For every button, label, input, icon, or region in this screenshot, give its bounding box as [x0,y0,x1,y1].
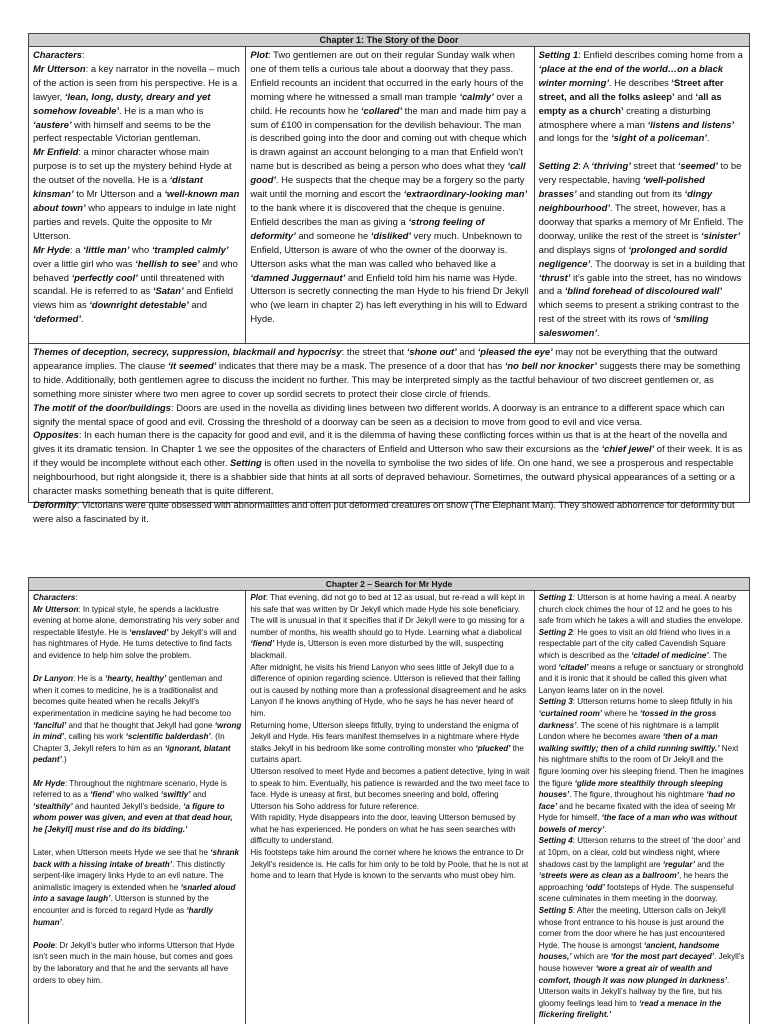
quote: ‘fanciful’ [33,720,67,730]
text: . The doorway is set in a building that [590,257,745,269]
text: who walked [113,790,161,800]
text: and displays signs of [538,243,629,255]
quote: ‘place at the end of the world…on a black winter morning’ [538,62,724,88]
quote: ‘thriving’ [591,160,631,172]
text: . The street, however, has a doorway that sparks a memory of Mr Enfield. The doorway, unlike the rest of the street is [538,201,744,241]
chapter-2-setting-cell [534,591,749,1024]
text: . The word [538,650,727,672]
chapter-1-plot-cell [245,47,533,343]
quote: ‘well-known man about town’ [33,188,240,213]
text: and who behaved [33,257,238,283]
quote: ‘fiend’ [250,639,275,649]
text: . He suspects that the cheque may be a forgery so the party wait until the morning and escort the [250,174,525,200]
quote: ‘seemed’ [677,160,718,172]
text: and [188,299,208,311]
text: With rapidity, Hyde disappears into the door, leaving Utterson bemused by what he has experienced. He ponders on what he has seen searches with difficulty to understand. [250,813,516,846]
text: and he became fixated with the idea of seeing Mr Hyde for himself, [538,801,736,823]
quote: ‘strong feeling of deformity’ [250,215,485,241]
text: . [706,132,710,144]
section-label: Setting [230,457,262,469]
text: . (In Chapter 3, Jekyll refers to him as an [33,732,225,753]
text: . [61,917,65,927]
text: the curtains apart. [250,743,524,765]
quote: ‘thrust’ [538,271,571,283]
text: : Utterson returns home to sleep fitfully in his [572,697,733,707]
section-label: Characters [33,593,76,602]
quote: ‘the face of a man who was without bowels of mercy’ [538,813,737,834]
text: of their week. It is as if they would be incomplete without each other. [33,443,743,469]
chapter-2-plot-cell [245,591,533,1024]
quote: ‘trampled calmly’ [151,243,229,255]
text: : Dr Jekyll’s butler who informs Utterson that Hyde isn’t seen much in the main house, but comes and goes by the laboratory and that he and the servants all have orders to obey him. [33,940,235,985]
text: to Mr Utterson and a [73,188,165,200]
section-label: Plot [250,593,266,602]
text: and longs for the [538,132,612,144]
quote: ‘collared’ [360,104,403,116]
quote: ‘tossed in the gross darkness’ [538,708,717,730]
quote: ‘listens and listens’ [647,118,735,130]
text: gentleman and when it comes to medicine, he is a traditionalist and becomes quite heated when he recalls Jekyll’s experimentation in medicine saying he had become too [33,674,231,718]
quote: ‘chief jewel’ [601,443,655,455]
text: : Utterson returns to the street of ‘the door’ and at 10pm, on a clear, cold but windless night, where shadows cast by the lamplight are [538,836,741,869]
quote: ‘lean, long, dusty, dreary and yet somehow loveable’ [33,90,211,116]
text: indicates that there may be a mask. The presence of a door that has [216,359,505,371]
text: and someone he [295,229,371,241]
text: Returning home, Utterson sleeps fitfully, trying to understand the enigma of Jekyll and Hyde. His fears manifest themselves in a nightmare where Hyde stalks Jekyll in his bedroom like some controlling monster who [250,720,519,753]
quote: ‘perfectly cool’ [71,271,138,283]
text: very much. Unbeknown to Enfield, Utterson is aware of who the owner of the doorway is. Utterson asks what the man was called who behaved like a [250,229,522,269]
text: : In each human there is the capacity for good and evil, and it is the dilemma of having these conflicting forces within us that is at the heart of the novella and gives it its dramatic tension. In Chapter 1 we see the opposites of the characters of Enfield and Utterson who saw their excursions as the [33,429,728,455]
paragraph-gap [33,766,241,778]
text: and [674,90,696,102]
text: : a key narrator in the novella – much of the action is seen from his perspective. He is a lawyer, [33,62,240,102]
quote: ‘shrank back with a hissing intake of breath’ [33,848,240,869]
quote: ‘dingy neighbourhood’ [538,188,713,213]
text: . [80,313,84,325]
section-label: Opposites [33,429,79,441]
text: which are [571,952,611,962]
text: footsteps of Hyde. The suspenseful scene culminates in them meeting in the doorway. [538,882,734,904]
section-label: Setting 1 [538,593,573,602]
text: and haunted Jekyll’s bedside, [72,801,184,811]
quote: ‘smiling saleswomen’ [538,313,709,339]
text: and that he thought that Jekyll had gone [66,720,215,730]
text: Hyde is, Utterson is even more disturbed by the will, suspecting blackmail. [250,639,504,660]
section-label: Setting 2 [538,160,579,172]
quote: ‘hearty, healthy’ [104,674,167,684]
quote: ‘calmly’ [459,90,494,102]
text: is often used in the novella to symbolise the two sides of life. On one hand, we see a prosperous and respectable neighbourhood, but right alongside it, there is a shabbier side that hints at all sorts of depraved behaviour. Sometimes, the outward physical appearances of a setting or a character masks something beneath that is quite different. [33,457,735,497]
text: , he hears the approaching [538,871,729,892]
chapter-1-themes-cell [29,344,749,524]
text: .) [61,755,67,765]
section-label: Themes of deception, secrecy, suppression, blackmail and hypocrisy [33,346,342,357]
quote: ‘swiftly’ [160,790,191,800]
quote: ‘a figure to whom power was given, and even at that dead hour, he [Jekyll] must rise and do its bidding.’ [33,801,233,834]
text: creating a disturbing atmosphere where a man [538,104,711,130]
quote: ‘prolonged and sordid negligence’ [538,243,728,269]
text: over a child. He recounts how he [250,90,523,116]
quote: ‘odd’ [585,882,605,892]
text: and standing out from its [576,188,685,200]
quote: ‘damned Juggernaut’ [250,271,346,283]
text: : [75,593,78,602]
quote: ‘little man’ [83,243,130,255]
quote: ‘call good’ [250,160,526,186]
quote: ‘ancient, handsome houses,’ [538,940,720,962]
section-label: Poole [33,940,56,950]
text: suggests there may be something to hide. Additionally, both gentlemen agree to discuss the incident no further. This may be interpreted simply as the tactful behaviour of two discreet gentlemen or, as something more sinister where two men agree to cover up sordid secrets to protect their close circle of friends. [33,359,741,399]
quote: ‘read a menace in the flickering firelight.’ [538,998,722,1020]
section-label: Setting 3 [538,697,573,707]
text: it’s gable into the street, has no windows and a [538,271,742,297]
quote: ‘ignorant, blatant pedant’ [33,743,231,765]
text: by Jekyll’s will and has nightmares of Hyde. He turns detective to find facts and evidence to help him solve the problem. [33,627,237,660]
text: : Victorians were quite obsessed with abnormalities and often put deformed creatures on show (The Elephant Man). They showed abhorrence for deformity but were also a fascinated by it. [33,498,735,524]
text: . Utterson waits in Jekyll’s hallway by the fire, but his gloomy feelings lead him to [538,975,730,1008]
quote: ‘glide more stealthily through sleeping houses’ [538,778,724,800]
quote: ‘blind forehead of discoloured wall’ [564,285,722,297]
text: may not be everything that the outward appearance implies. The clause [33,346,718,371]
quote: ‘downright detestable’ [89,299,189,311]
text: : [82,49,85,60]
quote: ‘curtained room’ [538,708,603,718]
quote: ‘fiend’ [90,790,114,800]
text: : Two gentlemen are out on their regular Sunday walk when one of them tells a curious tale about a doorway that they pass. Enfield recounts an incident that occurred in the early hours of the morning where he witnessed a small man trample [250,49,524,102]
text: : Utterson is at home having a meal. A nearby church clock chimes the hour of 12 and he goes to his safe from which he takes a will and studies the envelope. [538,593,743,626]
quote: ‘austere’ [33,118,72,130]
text: Next his nightmare shifts to the room of Dr Jekyll and the figure looming over his sleeping friend. Then he imagines the figure [538,743,744,788]
chapter-1-table [28,33,750,524]
quote: ‘plucked’ [475,743,511,753]
text: . [596,327,600,339]
text: : He is a [73,674,105,684]
section-label: Setting 5 [538,906,573,916]
text: and [190,790,207,800]
section-label: Mr Enfield [33,146,79,158]
section-label: Plot [250,49,269,60]
section-label: The motif of the door/buildings [33,401,172,413]
text: the man and made him pay a sum of £100 in compensation for the devilish behaviour. The man is described going into the door and coming out with cheque which is drawn against an account belonging to a man that Enfield won’t name but is described as being a person who does what they [250,104,527,172]
quote: ‘deformed’ [33,313,81,325]
chapter-2-characters-cell [29,591,245,1024]
chapter-2-title: Chapter 2 – Search for Mr Hyde [29,578,749,591]
section-label: Mr Hyde [33,778,65,788]
quote: ‘citadel of medicine’ [631,650,709,660]
text: with himself and seems to be the perfect respectable Victorian gentleman. [33,118,211,144]
text: Later, when Utterson meets Hyde we see that he [33,848,211,858]
text: . [604,824,607,834]
text: . The scene of his nightmare is a lamplit London where he becomes aware [538,720,719,742]
text: . This distinctly serpent-like imagery links Hyde to an evil nature. The animalistic imagery is extended when he [33,859,225,892]
text: : A [578,160,592,172]
quote: ‘wore a great air of wealth and comfort, though it was now plunged in darkness’ [538,964,728,985]
paragraph-gap [33,835,241,847]
section-label: Mr Utterson [33,604,79,614]
section-label: Mr Utterson [33,62,86,74]
chapter-2-main-row [29,591,749,1024]
quote: ‘Satan’ [152,285,184,297]
chapter-1-characters-cell [29,47,245,343]
text: to be very respectable, having [538,160,742,186]
text: After midnight, he visits his friend Lanyon who sees little of Jekyll due to a difference of opinion regarding science. Utterson is relieved that their falling out is caused by nothing more than a professional disagreement and he asks Lanyon if he knows anything of Hyde, who he says he has never heard of him. [250,662,527,718]
section-label: Dr Lanyon [33,674,74,684]
section-label: Setting 2 [538,627,573,637]
text: : He goes to visit an old friend who lives in a respectable part of the city called Cavendish Square which is described as the [538,627,731,660]
text: over a little girl who was [33,257,136,269]
text: . Utterson is stunned by the encounter and is forced to regard Hyde as [33,894,209,916]
quote: ‘pleased the eye’ [477,346,553,357]
quote: ‘wrong in mind’ [33,720,242,742]
quote: ‘streets were as clean as a ballroom’ [538,871,679,881]
text: : In typical style, he spends a lacklustre evening at home alone, demonstrating his very sober and respectable lifestyle. He is [33,604,240,637]
quote: ‘snarled aloud into a savage laugh’ [33,882,236,904]
text: . The figure, throughout his nightmare [569,790,707,800]
text: and Enfield views him as [33,285,234,311]
text: : the street that [341,346,407,357]
text: : That evening, did not go to bed at 12 as usual, but re-read a will kept in his safe that was written by Dr Jekyll which made Hyde his sole beneficiary. The will is unusual in that it specifies that if Dr Jekyll were to go missing for a number of months, his wealth should go to Hyde. Learning what a diabolical [250,593,525,637]
text: who appears to indulge in late night parties and revels. Quite the opposite to Mr Utterson. [33,201,236,241]
quote: ‘regular’ [662,859,696,869]
quote: ‘it seemed’ [167,359,217,371]
text: and Enfield told him his name was Hyde. Utterson is secretly connecting the man Hyde to his friend Dr Jekyll who (we learn in chapter 2) has left everything in his will to Edward Hyde. [250,271,529,325]
text: where he [602,708,640,718]
text: means a refuge or sanctuary or stronghold and it is ironic that it should be called this given what Lanyon learns later on in the novel. [538,662,744,695]
quote: ‘disliked’ [370,229,411,241]
quote: ‘hardly human’ [33,906,213,927]
quote: ‘scientific balderdash’ [125,732,211,742]
quote: ‘enslaved’ [129,627,169,637]
section-label: Setting 1 [538,49,579,60]
text: and [456,346,478,357]
section-label: Deformity [33,498,77,510]
text: who [129,243,152,255]
text: Utterson resolved to meet Hyde and becomes a patient detective, lying in wait to speak to him. Eventually, his patience is rewarded and the two meet face to face. Hyde is uneasy at first, but becomes sneering and bold, offering Utterson his Soho address for future reference. [250,766,530,811]
text: : a [70,243,84,255]
text: : After the meeting, Utterson calls on Jekyll whose front entrance to his house is just around the corner from the door where he has just encountered Hyde. The house is amongst [538,906,726,950]
section-label: Mr Hyde [33,243,70,255]
paragraph-gap [33,928,241,940]
text: . Jekyll’s house however [538,952,745,973]
text: street that [630,160,678,172]
chapter-1-setting-cell [534,47,749,343]
text: . He describes [608,76,672,88]
text: : a minor character whose main purpose is to set up the mystery behind Hyde at the outset of the novella. He is a [33,146,232,186]
quote: ‘no bell nor knocker’ [504,359,597,371]
quote: ‘had no face’ [538,790,736,811]
quote: ‘shone out’ [406,346,457,357]
text: . He is a man who is [118,104,204,116]
chapter-1-title: Chapter 1: The Story of the Door [29,34,749,47]
quote: ‘sinister’ [701,229,740,241]
quote: ‘sight of a policeman’ [611,132,707,144]
text: His footsteps take him around the corner where he knows the entrance to Dr Jekyll’s residence is. He calls for him only to be told by Poole, that he is not at home and to learn that Hyde is known to the servants who must obey him. [250,848,529,881]
quote: ‘citadel’ [558,662,589,672]
text: : Enfield describes coming home from a [578,49,743,60]
quote: ‘extraordinary-looking man’ [403,188,528,200]
section-label: Setting 4 [538,836,573,846]
quote: ‘then of a man walking swiftly; then of a child running swiftly.’ [538,732,720,753]
text: : Throughout the nightmare scenario, Hyde is referred to as a [33,778,227,800]
bold-quote: ‘Street after street, and all the folks asleep’ [538,76,724,102]
quote: ‘for the most part decayed’ [610,952,715,962]
chapter-2-table [28,577,750,1024]
quote: ‘well-polished brasses’ [538,174,705,200]
section-label: Characters [33,49,82,60]
quote: ‘distant kinsman’ [33,174,203,200]
paragraph-gap [33,662,241,674]
text: , calling his work [64,732,126,742]
text: : Doors are used in the novella as dividing lines between two different worlds. A doorway is an entrance to a different space which can signify the mental space of good and evil. Crossing the threshold of a doorway can be seen as a decision to move from good to evil and vice versa. [33,401,725,427]
chapter-1-main-row [29,47,749,344]
text: until threatened with scandal. He is referred to as [33,271,225,297]
quote: ‘stealthily’ [33,801,73,811]
text: which seems to present a striking contrast to the rest of the street with its rows of [538,299,740,325]
quote: ‘hellish to see’ [135,257,200,269]
bold-quote: ‘all as empty as a church’ [538,90,722,116]
text: to the bank where it is discovered that the cheque is genuine. Enfield describes the man as giving a [250,201,505,227]
text: and the [695,859,725,869]
